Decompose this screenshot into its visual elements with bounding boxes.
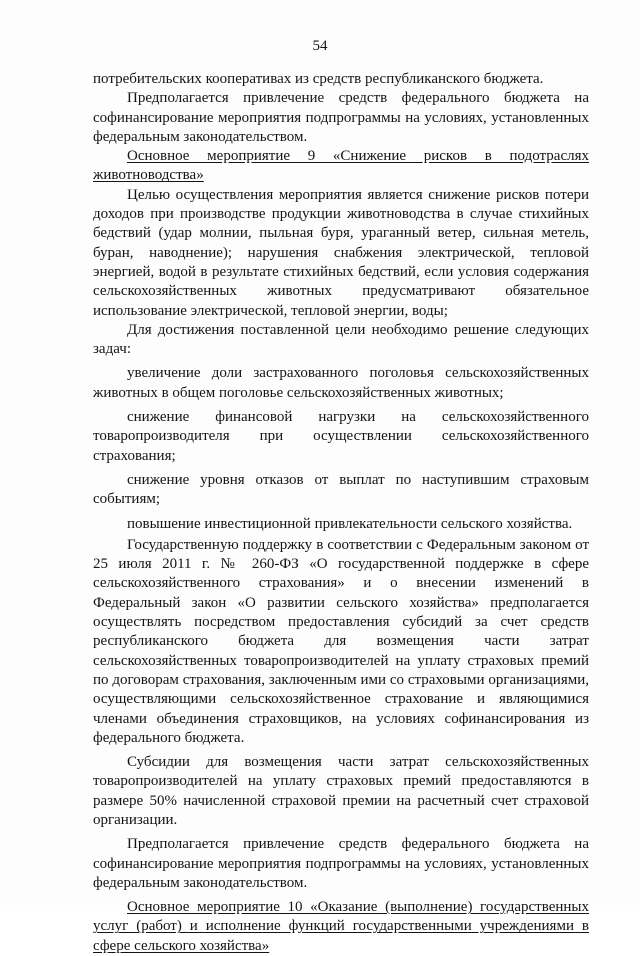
- list-item: снижение уровня отказов от выплат по наступившим страховым событиям;: [93, 471, 589, 508]
- paragraph: Предполагается привлечение средств федерального бюджета на софинансирование мероприятия подпрограммы на условиях, установленных федеральным законодательством.: [93, 836, 589, 891]
- paragraph: Субсидии для возмещения части затрат сельскохозяйственных товаропроизводителей на уплату страховых премий предоставляются в размере 50% начисленной страховой премии на расчетный счет страховой организации.: [93, 754, 589, 828]
- section-heading: Основное мероприятие 10 «Оказание (выполнение) государственных услуг (работ) и исполнение функций государственными учреждениями в сфере сельского хозяйства»: [93, 899, 589, 954]
- paragraph: Предполагается привлечение средств федерального бюджета на софинансирование мероприятия подпрограммы на условиях, установленных федеральным законодательством.: [93, 90, 589, 145]
- page-number: 54: [312, 38, 328, 54]
- document-body: [93, 70, 589, 956]
- list-item: снижение финансовой нагрузки на сельскохозяйственного товаропроизводителя при осуществлении сельскохозяйственного страхования;: [93, 409, 589, 464]
- paragraph: Для достижения поставленной цели необходимо решение следующих задач:: [93, 321, 589, 358]
- paragraph: Государственную поддержку в соответствии с Федеральным законом от 25 июля 2011 г. № 260-ФЗ «О государственной поддержке в сфере сельскохозяйственного страхования» и о внесении изменений в Федеральный закон «О развитии сельского хозяйства» предполагается осуществлять посредством предоставления субсидий за счет средств республиканского бюджета для возмещения части затрат сельскохозяйственных товаропроизводителей на уплату страховых премий по договорам страхования, заключенным ими со страховыми организациями, осуществляющими сельскохозяйственное страхование и являющимися членами объединения страховщиков, на условиях софинансирования из федерального бюджета.: [93, 536, 589, 746]
- list-item: увеличение доли застрахованного поголовья сельскохозяйственных животных в общем поголовье сельскохозяйственных животных;: [93, 365, 589, 401]
- paragraph: потребительских кооперативах из средств республиканского бюджета.: [93, 71, 544, 87]
- list-item: повышение инвестиционной привлекательности сельского хозяйства.: [127, 515, 573, 532]
- paragraph: Целью осуществления мероприятия является снижение рисков потери доходов при производстве продукции животноводства в случае стихийных бедствий (удар молнии, пыльная буря, ураганный ветер, сильная метель, буран, наводнение); нарушения снабжения электрической, тепловой энергией, водой в результате стихийных бедствий, если условия содержания сельскохозяйственных животных предусматривают обязательное использование электрической, тепловой энергии, воды;: [93, 186, 589, 319]
- section-heading: Основное мероприятие 9 «Снижение рисков в подотраслях животноводства»: [93, 148, 589, 184]
